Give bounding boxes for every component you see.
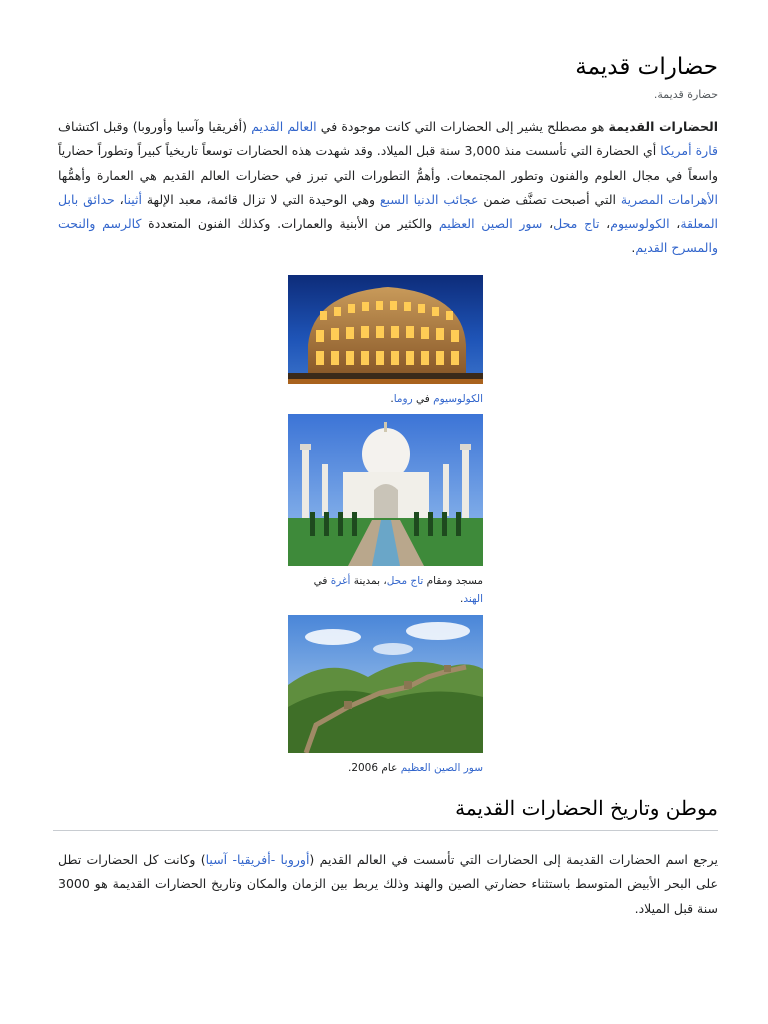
link-continents[interactable]: أوروبا -أفريقيا- آسيا: [205, 852, 310, 867]
intro-bold-term: الحضارات القديمة: [608, 119, 718, 134]
link-old-world[interactable]: العالم القديم: [251, 119, 317, 134]
caption-link-colosseum[interactable]: الكولوسيوم: [433, 393, 483, 405]
link-babylon-gardens[interactable]: حدائق بابل المعلقة: [58, 191, 719, 232]
separator: ،: [114, 191, 124, 207]
link-pyramids[interactable]: الأهرامات المصرية: [620, 191, 719, 207]
caption-colosseum: الكولوسيوم في روما.: [390, 393, 483, 405]
link-ancient-arts[interactable]: كالرسم والنحت والمسرح القديم: [58, 216, 718, 256]
intro-text: والكثير من الأبنية والعمارات. وكذلك الفنون المتعددة: [141, 216, 439, 232]
separator: ،: [599, 216, 611, 232]
intro-text: وهي الوحيدة التي لا تزال قائمة، معبد الإلهة: [141, 191, 380, 207]
caption-link-great-wall[interactable]: سور الصين العظيم: [400, 762, 483, 774]
intro-text: .: [631, 240, 636, 256]
figure-great-wall: [288, 615, 483, 777]
link-great-wall[interactable]: سور الصين العظيم: [438, 216, 543, 232]
caption-link-rome[interactable]: روما: [393, 393, 413, 405]
section-paragraph: يرجع اسم الحضارات القديمة إلى الحضارات التي تأسست في العالم القديم (أوروبا -أفريقيا- آسيا) وكانت كل الحضارات تطل على البحر الأبيض المتوسط باستثناء حضارتي الصين والهند وذلك يربط بين الزمان والمكان وتاريخ الحضارات القديمة هو 3000 سنة قبل الميلاد.: [58, 852, 718, 916]
caption-link-taj-mahal[interactable]: تاج محل: [386, 575, 424, 587]
link-seven-wonders[interactable]: عجائب الدنيا السبع: [379, 191, 479, 207]
intro-text: هو مصطلح يشير إلى الحضارات التي كانت موجودة في: [316, 119, 609, 134]
caption-link-india[interactable]: الهند: [463, 593, 483, 605]
section-heading: موطن وتاريخ الحضارات القديمة: [53, 796, 718, 831]
caption-link-agra[interactable]: أغرة: [330, 575, 351, 587]
intro-text: أي الحضارة التي تأسست منذ 3,000 سنة قبل الميلاد. وقد شهدت هذه الحضارات توسعاً تاريخياً كبيراً وتطوراً حضارياً واسعاً في مجال العلوم والفنون وتطور المجتمعات. وأهمُّ التطورات التي تبرز في حضارات العالم القديم هي العمارة وأهمُّها: [58, 143, 718, 183]
intro-paragraph: [58, 115, 718, 261]
taj-mahal-image[interactable]: [288, 414, 483, 566]
link-taj-mahal[interactable]: تاج محل: [553, 216, 600, 232]
intro-text: (أفريقيا وآسيا وأوروبا) وقبل اكتشاف: [58, 119, 252, 134]
link-athena[interactable]: أثينا: [123, 191, 142, 207]
page-title: حضارات قديمة: [575, 54, 718, 80]
caption-great-wall: سور الصين العظيم عام 2006.: [347, 762, 483, 774]
intro-text: التي أصبحت تصنَّف ضمن: [478, 191, 621, 207]
separator: ،: [669, 216, 681, 232]
figure-taj-mahal: [288, 414, 483, 608]
link-america[interactable]: قارة أمريكا: [660, 143, 718, 159]
page-subtitle: حضارة قديمة.: [653, 88, 718, 101]
link-colosseum[interactable]: الكولوسيوم: [610, 216, 670, 232]
great-wall-image[interactable]: [288, 615, 483, 753]
separator: ،: [542, 216, 554, 232]
caption-taj-mahal: مسجد ومقام تاج محل، بمدينة أغرة في الهند.: [313, 575, 483, 605]
figure-colosseum: [288, 275, 483, 408]
colosseum-image[interactable]: [288, 275, 483, 384]
